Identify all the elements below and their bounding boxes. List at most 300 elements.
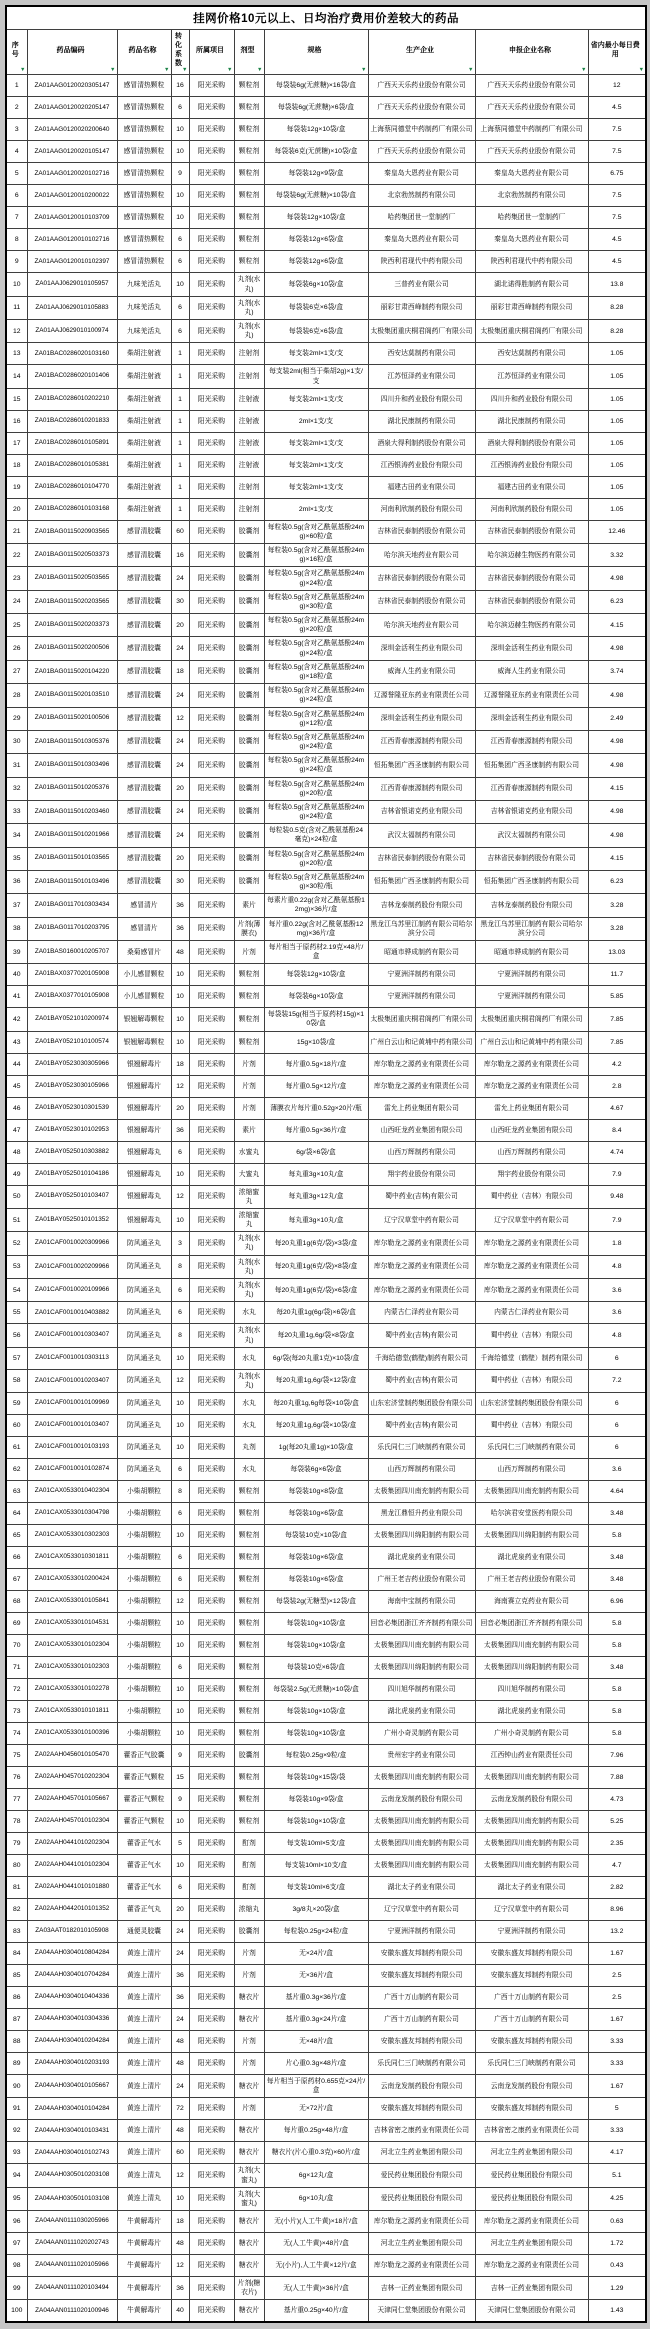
cell-project: 阳光采购 [189, 684, 234, 707]
cell-project: 阳光采购 [189, 660, 234, 683]
cell-spec: 每袋装6克×6袋/盒 [264, 320, 368, 343]
cell-cost: 5.8 [588, 1635, 646, 1657]
cell-form: 水丸 [234, 1459, 264, 1481]
cell-project: 阳光采购 [189, 1279, 234, 1302]
cell-form: 糖衣片 [234, 2255, 264, 2277]
cell-maker: 四川旭华制药有限公司 [368, 1679, 475, 1701]
cell-no: 45 [6, 1075, 27, 1097]
filter-dropdown-icon[interactable]: ▼ [468, 66, 474, 73]
cell-factor: 36 [171, 1965, 189, 1987]
cell-declarer: 恒拓集团广西圣康制药有限公司 [475, 754, 588, 777]
cell-code: ZA01CAX0533010402304 [27, 1481, 117, 1503]
column-header-maker [368, 30, 475, 75]
table-row [6, 2031, 646, 2053]
cell-code: ZA01CAX0533010302303 [27, 1525, 117, 1547]
cell-name: 小柴胡颗粒 [117, 1481, 171, 1503]
cell-spec: 无×48片/盒 [264, 2031, 368, 2053]
cell-code: ZA04AAN0111030205966 [27, 2211, 117, 2233]
cell-form: 酊剂 [234, 1833, 264, 1855]
cell-code: ZA01BAX0377020105908 [27, 964, 117, 986]
cell-factor: 10 [171, 1415, 189, 1437]
cell-maker: 黑龙江乌苏里江制药有限公司哈尔滨分公司 [368, 917, 475, 940]
cell-project: 阳光采购 [189, 2120, 234, 2142]
cell-form: 丸剂(大蜜丸) [234, 2164, 264, 2187]
filter-dropdown-icon[interactable]: ▼ [20, 66, 26, 73]
cell-name: 九味羌活丸 [117, 296, 171, 319]
cell-factor: 10 [171, 1701, 189, 1723]
cell-code: ZA02AAH0441010101880 [27, 1877, 117, 1899]
cell-code: ZA01BAY0523010301539 [27, 1097, 117, 1119]
cell-factor: 18 [171, 660, 189, 683]
column-label: 药品编码 [56, 46, 85, 54]
page-title: 挂网价格10元以上、日均治疗费用价差较大的药品 [6, 6, 646, 30]
cell-cost: 4.5 [588, 251, 646, 273]
cell-code: ZA01BAG0115020100506 [27, 707, 117, 730]
cell-spec: 每丸重3g×12丸/盒 [264, 1185, 368, 1208]
cell-declarer: 湖北太子药业有限公司 [475, 1877, 588, 1899]
cell-declarer: 辽宁汉草堂中药有限公司 [475, 1899, 588, 1921]
filter-dropdown-icon[interactable]: ▼ [257, 66, 263, 73]
cell-project: 阳光采购 [189, 1635, 234, 1657]
cell-no: 16 [6, 410, 27, 432]
cell-factor: 24 [171, 2009, 189, 2031]
cell-cost: 5.85 [588, 986, 646, 1008]
cell-declarer: 吉林省民泰制药股份有限公司 [475, 520, 588, 543]
cell-maker: 广州王老吉药业股份有限公司 [368, 1569, 475, 1591]
cell-declarer: 四川升和药业股份有限公司 [475, 388, 588, 410]
table-row [6, 567, 646, 590]
table-row [6, 454, 646, 476]
table-row [6, 940, 646, 963]
cell-form: 颗粒剂 [234, 1008, 264, 1031]
cell-name: 银翘解毒丸 [117, 1163, 171, 1185]
cell-project: 阳光采购 [189, 1591, 234, 1613]
cell-form: 颗粒剂 [234, 1481, 264, 1503]
table-row [6, 777, 646, 800]
cell-factor: 12 [171, 2255, 189, 2277]
cell-no: 69 [6, 1613, 27, 1635]
cell-spec: 6g/袋×6袋/盒 [264, 1141, 368, 1163]
cell-name: 感冒清胶囊 [117, 870, 171, 893]
cell-spec: 每袋装10g×6袋/盒 [264, 1547, 368, 1569]
cell-project: 阳光采购 [189, 707, 234, 730]
cell-name: 感冒清片 [117, 894, 171, 917]
cell-name: 黄连上清片 [117, 2053, 171, 2075]
cell-name: 藿香正气水 [117, 1833, 171, 1855]
cell-cost: 13.8 [588, 273, 646, 296]
table-row [6, 1279, 646, 1302]
cell-form: 胶囊剂 [234, 824, 264, 847]
cell-name: 柴胡注射液 [117, 432, 171, 454]
cell-form: 胶囊剂 [234, 707, 264, 730]
cell-code: ZA01CAX0533010102278 [27, 1679, 117, 1701]
cell-code: ZA02AAH0457010102304 [27, 1811, 117, 1833]
cell-project: 阳光采购 [189, 1525, 234, 1547]
filter-dropdown-icon[interactable]: ▼ [164, 66, 170, 73]
cell-form: 颗粒剂 [234, 97, 264, 119]
cell-code: ZA01BAY0525010101352 [27, 1208, 117, 1231]
drug-price-table [5, 5, 647, 2323]
cell-name: 牛黄解毒片 [117, 2277, 171, 2300]
cell-code: ZA01AAG0120020205147 [27, 97, 117, 119]
cell-spec: 每片相当于原药材2.19克×48片/盒 [264, 940, 368, 963]
cell-form: 丸剂(水丸) [234, 1369, 264, 1392]
cell-project: 阳光采购 [189, 1031, 234, 1053]
cell-cost: 7.85 [588, 1008, 646, 1031]
table-row [6, 1657, 646, 1679]
cell-no: 91 [6, 2098, 27, 2120]
cell-project: 阳光采购 [189, 1097, 234, 1119]
table-row [6, 185, 646, 207]
cell-form: 胶囊剂 [234, 754, 264, 777]
cell-cost: 4.8 [588, 1255, 646, 1278]
cell-factor: 18 [171, 2211, 189, 2233]
cell-form: 胶囊剂 [234, 614, 264, 637]
cell-code: ZA01BAG0115010205376 [27, 777, 117, 800]
cell-no: 11 [6, 296, 27, 319]
cell-project: 阳光采购 [189, 1185, 234, 1208]
cell-project: 阳光采购 [189, 1208, 234, 1231]
cell-spec: 每丸重3g×10丸/盒 [264, 1163, 368, 1185]
cell-name: 感冒清热颗粒 [117, 251, 171, 273]
cell-factor: 8 [171, 1255, 189, 1278]
cell-factor: 10 [171, 1525, 189, 1547]
table-row [6, 2142, 646, 2164]
cell-cost: 8.4 [588, 1119, 646, 1141]
cell-form: 素片 [234, 1119, 264, 1141]
cell-spec: 每袋装10g×9袋/盒 [264, 1789, 368, 1811]
cell-name: 感冒清热颗粒 [117, 141, 171, 163]
cell-declarer: 爱民药业集团股份有限公司 [475, 2164, 588, 2187]
table-row [6, 432, 646, 454]
cell-maker: 广西天天乐药业股份有限公司 [368, 75, 475, 97]
cell-cost: 8.28 [588, 296, 646, 319]
cell-maker: 北京勃然制药有限公司 [368, 185, 475, 207]
filter-dropdown-icon[interactable]: ▼ [227, 66, 233, 73]
cell-spec: 1g(每20丸重1g)×10袋/盒 [264, 1437, 368, 1459]
column-header-form [234, 30, 264, 75]
cell-factor: 10 [171, 1811, 189, 1833]
cell-maker: 江苏恒泽药业有限公司 [368, 365, 475, 388]
cell-project: 阳光采购 [189, 1481, 234, 1503]
cell-project: 阳光采购 [189, 2300, 234, 2323]
cell-factor: 12 [171, 1369, 189, 1392]
cell-cost: 11.7 [588, 964, 646, 986]
cell-cost: 4.67 [588, 1097, 646, 1119]
cell-cost: 12 [588, 75, 646, 97]
cell-spec: 每袋装10g×6袋/盒 [264, 1569, 368, 1591]
cell-cost: 9.48 [588, 1185, 646, 1208]
cell-declarer: 回音必集团浙江齐齐制药有限公司 [475, 1613, 588, 1635]
cell-no: 59 [6, 1393, 27, 1415]
cell-spec: 每袋装10克×6袋/盒 [264, 1657, 368, 1679]
table-row [6, 917, 646, 940]
filter-dropdown-icon[interactable]: ▼ [361, 66, 367, 73]
cell-form: 浓缩丸 [234, 1899, 264, 1921]
cell-declarer: 蜀中药业（吉林）有限公司 [475, 1185, 588, 1208]
cell-form: 胶囊剂 [234, 1745, 264, 1767]
cell-spec: 无(小片),人工牛黄×12片/盒 [264, 2255, 368, 2277]
cell-maker: 昭通市骅成制药有限公司 [368, 940, 475, 963]
cell-form: 胶囊剂 [234, 544, 264, 567]
cell-project: 阳光采购 [189, 388, 234, 410]
filter-dropdown-icon[interactable]: ▼ [110, 66, 116, 73]
cell-project: 阳光采购 [189, 432, 234, 454]
cell-no: 46 [6, 1097, 27, 1119]
column-label: 序号 [11, 42, 19, 59]
cell-cost: 4.25 [588, 2187, 646, 2210]
cell-factor: 6 [171, 1279, 189, 1302]
cell-declarer: 辽源誉隆亚东药业有限责任公司 [475, 684, 588, 707]
cell-maker: 太极集团四川南充制药有限公司 [368, 1833, 475, 1855]
cell-factor: 5 [171, 1833, 189, 1855]
table-row [6, 520, 646, 543]
cell-project: 阳光采购 [189, 1657, 234, 1679]
table-row [6, 207, 646, 229]
cell-no: 32 [6, 777, 27, 800]
cell-factor: 10 [171, 1679, 189, 1701]
column-label: 药品名称 [128, 46, 157, 54]
cell-cost: 5.8 [588, 1723, 646, 1745]
cell-form: 片剂 [234, 2031, 264, 2053]
cell-spec: 每粒装0.5g(含对乙酰氨基酚24mg)×24粒/盒 [264, 730, 368, 753]
cell-form: 丸剂 [234, 1437, 264, 1459]
cell-cost: 3.48 [588, 1657, 646, 1679]
cell-project: 阳光采购 [189, 730, 234, 753]
cell-maker: 吉林一正药业集团有限公司 [368, 2277, 475, 2300]
cell-declarer: 蜀中药业（吉林）有限公司 [475, 1369, 588, 1392]
cell-spec: 每袋装12g×10袋/盒 [264, 207, 368, 229]
cell-no: 78 [6, 1811, 27, 1833]
cell-maker: 云南龙发制药股份有限公司 [368, 2075, 475, 2098]
cell-name: 藿香正气颗粒 [117, 1789, 171, 1811]
cell-declarer: 北京勃然制药有限公司 [475, 185, 588, 207]
cell-no: 30 [6, 730, 27, 753]
cell-form: 丸剂(水丸) [234, 320, 264, 343]
cell-spec: 每粒装0.5克(含对乙酰氨基酚24毫克)×24粒/盒 [264, 824, 368, 847]
table-row [6, 1075, 646, 1097]
table-row [6, 1302, 646, 1324]
cell-project: 阳光采购 [189, 273, 234, 296]
cell-name: 银翘解毒片 [117, 1119, 171, 1141]
cell-cost: 7.9 [588, 1163, 646, 1185]
cell-factor: 10 [171, 1347, 189, 1369]
cell-no: 90 [6, 2075, 27, 2098]
cell-no: 50 [6, 1185, 27, 1208]
table-row [6, 476, 646, 498]
cell-factor: 1 [171, 410, 189, 432]
cell-project: 阳光采购 [189, 2187, 234, 2210]
cell-cost: 7.5 [588, 185, 646, 207]
cell-no: 42 [6, 1008, 27, 1031]
cell-cost: 4.7 [588, 1855, 646, 1877]
cell-form: 片剂(糖衣片) [234, 2277, 264, 2300]
cell-declarer: 广西十万山制药有限公司 [475, 1987, 588, 2009]
table-row [6, 1877, 646, 1899]
cell-name: 银翘解毒片 [117, 1075, 171, 1097]
cell-cost: 7.96 [588, 1745, 646, 1767]
cell-project: 阳光采购 [189, 940, 234, 963]
cell-name: 小柴胡颗粒 [117, 1723, 171, 1745]
cell-cost: 6 [588, 1415, 646, 1437]
cell-no: 18 [6, 454, 27, 476]
title-row [6, 6, 646, 30]
cell-no: 81 [6, 1877, 27, 1899]
cell-factor: 24 [171, 800, 189, 823]
cell-factor: 20 [171, 847, 189, 870]
cell-code: ZA01BAG0115010303496 [27, 754, 117, 777]
cell-name: 银翘解毒片 [117, 1097, 171, 1119]
cell-name: 感冒清胶囊 [117, 707, 171, 730]
cell-declarer: 哈尔滨君安堂医药有限公司 [475, 1503, 588, 1525]
cell-project: 阳光采购 [189, 1877, 234, 1899]
cell-spec: 每袋装12g×6袋/盒 [264, 251, 368, 273]
cell-cost: 5.8 [588, 1679, 646, 1701]
cell-form: 颗粒剂 [234, 207, 264, 229]
table-row [6, 1369, 646, 1392]
cell-name: 感冒清胶囊 [117, 847, 171, 870]
cell-form: 浓缩蜜丸 [234, 1208, 264, 1231]
cell-no: 67 [6, 1569, 27, 1591]
cell-spec: 每袋装10g×15袋/袋 [264, 1767, 368, 1789]
cell-spec: 每袋装6g(无蔗糖)×6袋/盒 [264, 97, 368, 119]
cell-no: 23 [6, 567, 27, 590]
cell-maker: 辽宁汉草堂中药有限公司 [368, 1208, 475, 1231]
cell-cost: 13.03 [588, 940, 646, 963]
cell-form: 水丸 [234, 1302, 264, 1324]
cell-spec: 每袋装6g×6袋/盒 [264, 1459, 368, 1481]
cell-spec: 每支装2ml×1支/支 [264, 454, 368, 476]
cell-factor: 10 [171, 1437, 189, 1459]
cell-code: ZA01BAC0286010201833 [27, 410, 117, 432]
cell-code: ZA01AAG0120010102716 [27, 229, 117, 251]
cell-cost: 8.28 [588, 320, 646, 343]
cell-no: 96 [6, 2211, 27, 2233]
cell-factor: 60 [171, 2142, 189, 2164]
cell-spec: 每20丸重1g,6g/袋×10袋/盒 [264, 1415, 368, 1437]
cell-cost: 4.74 [588, 1141, 646, 1163]
cell-name: 柴胡注射液 [117, 343, 171, 365]
cell-no: 58 [6, 1369, 27, 1392]
cell-code: ZA01BAC0286010104770 [27, 476, 117, 498]
cell-factor: 3 [171, 1232, 189, 1255]
table-row [6, 273, 646, 296]
cell-name: 藿香正气水 [117, 1855, 171, 1877]
cell-code: ZA01BAY0523010102953 [27, 1119, 117, 1141]
cell-code: ZA01CAF0010010102874 [27, 1459, 117, 1481]
cell-declarer: 江西钟山药业有限责任公司 [475, 1745, 588, 1767]
table-row [6, 343, 646, 365]
cell-no: 2 [6, 97, 27, 119]
cell-form: 丸剂(水丸) [234, 296, 264, 319]
cell-maker: 吉林省银诺克药业有限公司 [368, 800, 475, 823]
cell-code: ZA02AAH0441010202304 [27, 1833, 117, 1855]
cell-spec: 每袋装15g(相当于原药材15g)×10袋/盒 [264, 1008, 368, 1031]
cell-declarer: 库尔勒龙之源药业有限责任公司 [475, 1053, 588, 1075]
cell-declarer: 四川旭华制药有限公司 [475, 1679, 588, 1701]
cell-project: 阳光采购 [189, 1723, 234, 1745]
cell-code: ZA04AAH0304010804284 [27, 1943, 117, 1965]
cell-factor: 6 [171, 1877, 189, 1899]
cell-maker: 河北立生药业集团有限公司 [368, 2142, 475, 2164]
cell-form: 水蜜丸 [234, 1141, 264, 1163]
cell-spec: 每袋装6g×10袋/盒 [264, 986, 368, 1008]
cell-name: 柴胡注射液 [117, 454, 171, 476]
cell-project: 阳光采购 [189, 1833, 234, 1855]
table-row [6, 163, 646, 185]
table-row [6, 2233, 646, 2255]
filter-dropdown-icon[interactable]: ▼ [182, 66, 188, 73]
cell-cost: 7.9 [588, 1208, 646, 1231]
cell-declarer: 广西天天乐药业股份有限公司 [475, 141, 588, 163]
cell-cost: 4.98 [588, 824, 646, 847]
cell-maker: 爱民药业集团股份有限公司 [368, 2187, 475, 2210]
cell-spec: 3g/8丸×20袋/盒 [264, 1899, 368, 1921]
cell-factor: 10 [171, 1723, 189, 1745]
cell-declarer: 吉林一正药业集团有限公司 [475, 2277, 588, 2300]
table-row [6, 1119, 646, 1141]
cell-maker: 吉林省民泰制药股份有限公司 [368, 847, 475, 870]
cell-factor: 10 [171, 1031, 189, 1053]
cell-code: ZA04AAN0111020202743 [27, 2233, 117, 2255]
cell-maker: 吉林省民泰制药股份有限公司 [368, 590, 475, 613]
cell-project: 阳光采购 [189, 498, 234, 520]
cell-cost: 4.98 [588, 567, 646, 590]
cell-factor: 6 [171, 296, 189, 319]
cell-no: 13 [6, 343, 27, 365]
cell-declarer: 千海给德堂（鹤壁）制药有限公司 [475, 1347, 588, 1369]
cell-project: 阳光采购 [189, 614, 234, 637]
cell-code: ZA01BAG0115020903565 [27, 520, 117, 543]
filter-dropdown-icon[interactable]: ▼ [638, 66, 645, 73]
cell-spec: 每支装10ml×6支/盒 [264, 1877, 368, 1899]
cell-no: 92 [6, 2120, 27, 2142]
cell-code: ZA01BAY0521010200974 [27, 1008, 117, 1031]
cell-project: 阳光采购 [189, 2164, 234, 2187]
cell-maker: 安徽东盛友邦制药有限公司 [368, 1943, 475, 1965]
cell-spec: 每粒装0.5g(含对乙酰氨基酚24mg)×20粒/盒 [264, 614, 368, 637]
cell-no: 43 [6, 1031, 27, 1053]
cell-name: 银翘解毒颗粒 [117, 1031, 171, 1053]
cell-project: 阳光采购 [189, 1075, 234, 1097]
cell-name: 感冒清热颗粒 [117, 163, 171, 185]
cell-cost: 4.98 [588, 730, 646, 753]
table-row [6, 707, 646, 730]
cell-spec: 无×72片/盒 [264, 2098, 368, 2120]
cell-no: 8 [6, 229, 27, 251]
cell-factor: 8 [171, 1481, 189, 1503]
cell-code: ZA04AAH0304010404336 [27, 1987, 117, 2009]
cell-declarer: 武汉太福制药有限公司 [475, 824, 588, 847]
cell-declarer: 海南赛立克药业有限公司 [475, 1591, 588, 1613]
cell-no: 34 [6, 824, 27, 847]
cell-declarer: 江苏恒泽药业有限公司 [475, 365, 588, 388]
cell-form: 颗粒剂 [234, 1701, 264, 1723]
cell-form: 胶囊剂 [234, 730, 264, 753]
cell-project: 阳光采购 [189, 1163, 234, 1185]
cell-form: 水丸 [234, 1347, 264, 1369]
filter-dropdown-icon[interactable]: ▼ [581, 66, 587, 73]
cell-declarer: 秦皇岛大恩药业有限公司 [475, 229, 588, 251]
cell-cost: 2.5 [588, 1987, 646, 2009]
cell-form: 糖衣片 [234, 2009, 264, 2031]
cell-code: ZA01BAG0115010201966 [27, 824, 117, 847]
cell-factor: 24 [171, 824, 189, 847]
cell-no: 4 [6, 141, 27, 163]
table-row [6, 1097, 646, 1119]
cell-project: 阳光采购 [189, 454, 234, 476]
cell-declarer: 太极集团四川南充制药有限公司 [475, 1833, 588, 1855]
